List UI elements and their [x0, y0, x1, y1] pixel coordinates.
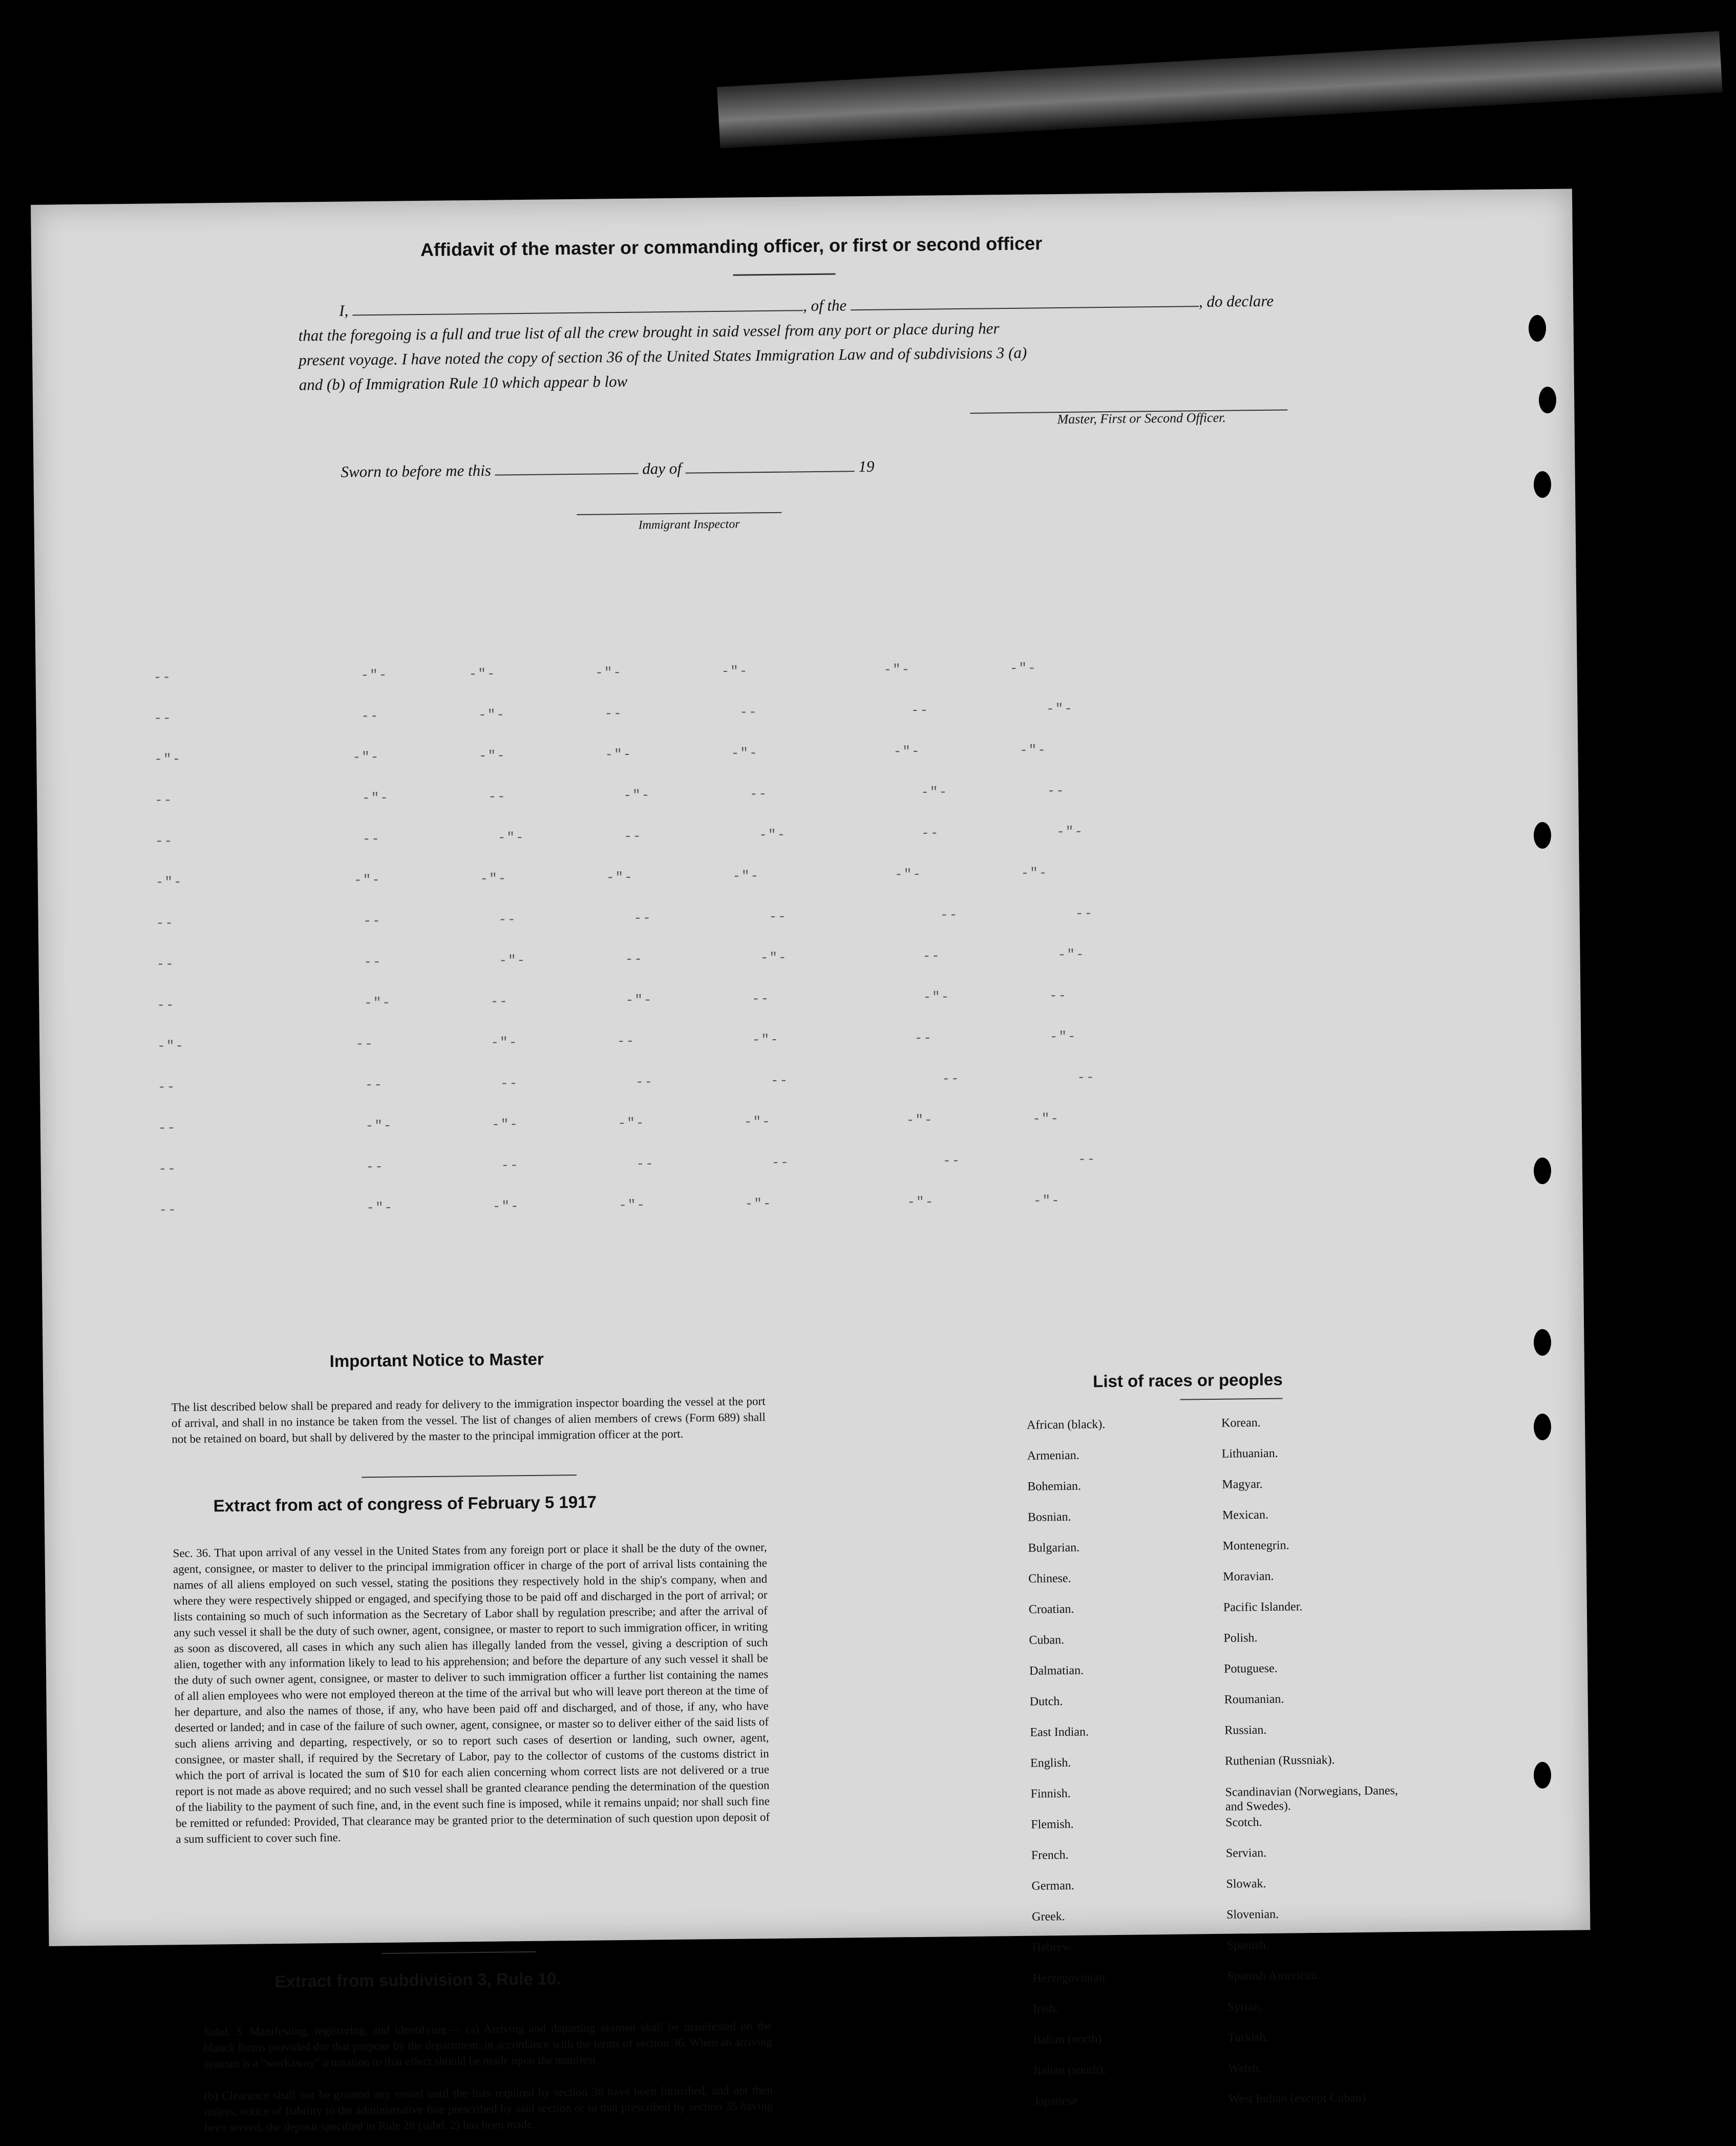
i-label: I, — [339, 301, 349, 320]
vessel-blank — [851, 306, 1199, 310]
affidavit-line2: that the foregoing is a full and true list of all the crew brought in said vessel from any port or place during her — [298, 319, 1000, 345]
binder-hole — [1534, 1414, 1551, 1440]
affidavit-title: Affidavit of the master or commanding officer, or first or second officer — [420, 233, 1043, 261]
affidavit-line4: and (b) of Immigration Rule 10 which appear b low — [299, 372, 628, 394]
master-label: Master, First or Second Officer. — [1057, 410, 1226, 427]
race-item: Roumanian. — [1224, 1692, 1284, 1707]
race-item: African (black). — [1026, 1418, 1106, 1432]
notice-title: Important Notice to Master — [329, 1349, 544, 1371]
month-blank — [686, 471, 855, 473]
day-blank — [495, 473, 639, 476]
race-item: Croatian. — [1028, 1602, 1074, 1616]
race-item: Finnish. — [1030, 1786, 1071, 1801]
race-item: Moravian. — [1223, 1569, 1274, 1584]
race-item: Flemish. — [1031, 1817, 1074, 1832]
race-item: French. — [1031, 1848, 1069, 1862]
name-blank — [352, 310, 803, 315]
race-item: Irish. — [1032, 2002, 1059, 2016]
affidavit-line1 — [339, 292, 1274, 320]
race-item: Ruthenian (Russniak). — [1224, 1753, 1335, 1768]
binder-hole — [1534, 822, 1551, 849]
races-title: List of races or peoples — [1092, 1370, 1283, 1391]
race-item: English. — [1030, 1756, 1071, 1770]
race-item: Bulgarian. — [1028, 1541, 1080, 1555]
manifest-sheet — [31, 188, 1590, 2134]
race-item: Spanish. — [1226, 1938, 1269, 1952]
act-extract-text: Sec. 36. That upon arrival of any vessel in the United States from any foreign port or place it shall be the duty of the owner, agent, consignee, or master to deliver to the principal immigration officer in charge of the port of arrival lists containing the names of all aliens employed on such vessel, stating the positions they respectively hold in the ship's company, when and where they were respectively shipped or engaged, and specifying those to be paid off and discharged in the port of arrival; or lists containing so much of such information as the Secretary of Labor shall by regulation prescribe; and after the arrival of any such vessel it shall be the duty of such owner, agent, consignee, or master to report to such immigration officer, in writing as soon as discovered, all cases in which any such alien has illegally landed from the vessel, giving a description of such alien, together with any information likely to lead to his apprehension; and before the departure of any such vessel it shall be the duty of such owner agent, consignee, or master to deliver to such immigration officer a further list containing the names of all alien employees who were not employed thereon at the time of the arrival but who will leave port thereon at the time of her departure, and also the names of those, if any, who have been paid off and discharged, and of those, if any, who have deserted or landed; and in case of the failure of such owner, agent, consignee, or master so to deliver either of the said lists of such aliens arriving and departing, respectively, or so to report such cases of desertion or landing, such owner, agent, consignee, or master shall, if required by the Secretary of Labor, pay to the collector of customs of the customs district in which the port of arrival is located the sum of $10 for each alien concerning whom correct lists are not delivered or a true report is not made as above required; and no such vessel shall be granted clearance pending the determination of the question of the liability to the payment of such fine, and, in the event such fine is imposed, while it remains unpaid; nor shall such fine be remitted or refunded: Provided, That clearance may be granted prior to the determination of such question upon deposit of a sum sufficient to cover such fine. — [173, 1541, 770, 1846]
of-the-label: , of the — [802, 296, 847, 315]
binder-hole — [1539, 387, 1556, 413]
sworn-line — [341, 457, 874, 481]
notice-rule — [362, 1475, 577, 1478]
race-item: Montenegrin. — [1222, 1539, 1289, 1553]
race-item: Japanese — [1033, 2094, 1078, 2108]
race-item: Syrian. — [1227, 2000, 1263, 2014]
race-item: Welsh. — [1228, 2061, 1262, 2075]
races-list — [1027, 1414, 1495, 2135]
race-item: Slovenian. — [1226, 1907, 1279, 1922]
race-item: Russian. — [1224, 1723, 1267, 1737]
race-item: Slowak. — [1226, 1877, 1266, 1891]
notice-text: The list described below shall be prepared and ready for delivery to the immigration inspector boarding the vessel at the port of arrival, and shall in no instance be taken from the vessel. The list of changes of alien members of crews (Form 689) shall not be retained on board, but shall by delivered by the master to the principal immigration officer at the port. — [171, 1395, 766, 1446]
race-item: Pacific Islander. — [1223, 1600, 1303, 1614]
race-item: Mexican. — [1222, 1508, 1269, 1522]
day-of-label: day of — [642, 459, 682, 478]
race-item: West Indian (except Cuban) — [1228, 2091, 1366, 2106]
binder-hole — [1534, 1762, 1551, 1789]
race-item: Hebrew. — [1032, 1940, 1074, 1954]
race-item: Polish. — [1223, 1631, 1258, 1645]
race-item: Cuban. — [1029, 1633, 1065, 1647]
race-item: Armenian. — [1027, 1448, 1079, 1463]
race-item: Korean. — [1221, 1416, 1261, 1430]
year-prefix: 19 — [858, 457, 875, 476]
race-item: Italian (north) — [1033, 2032, 1102, 2047]
race-item: Lithuanian. — [1221, 1446, 1278, 1461]
race-item: Greek. — [1031, 1910, 1065, 1924]
race-item: Herzegovinian. — [1032, 1971, 1108, 1985]
inspector-signature-line — [577, 512, 781, 515]
race-item: East Indian. — [1030, 1725, 1089, 1739]
race-item: Dutch. — [1029, 1695, 1063, 1709]
race-item: Chinese. — [1028, 1571, 1071, 1586]
race-item: Turkish. — [1227, 2030, 1269, 2045]
race-item: Scotch. — [1225, 1815, 1262, 1829]
rule-extract-title: Extract from subdivision 3, Rule 10. — [274, 1969, 561, 1991]
act-rule — [382, 1951, 536, 1954]
race-item: Dalmatian. — [1029, 1664, 1084, 1678]
race-item: Potuguese. — [1223, 1661, 1278, 1676]
ditto-columns: -- -"- -"- -"- -"- -"- -"- -- -- -"- -- -- -- -"- -"- -"- -"- -"- -"- -"- -"- -- -"- -- -"- -- -"- -- -- -- -"- -- -"- -- -"- -"- -"- -"- -"- -"- -"- -"- -- -- -- -- -- -- -- -- -- -"- -- -"- -- -"- -- -"- -- -"- -- -"- -- -"- -- -"- -- -"- -- -"- -- -- -- -- -- -- -- -- -"- -"- -"- -"- -"- -"- -- -- -- -- -- -- -- -- -"- -"- -"- -"- -"- -"- — [153, 660, 1096, 1218]
binder-hole — [1529, 315, 1546, 342]
affidavit-line3: present voyage. I have noted the copy of section 36 of the United States Immigration Law and of subdivisions 3 (a) — [299, 343, 1027, 369]
binder-hole — [1534, 1329, 1551, 1356]
title-rule — [733, 273, 835, 276]
page-edge-strip — [717, 31, 1723, 149]
race-item: Spanish American. — [1227, 1968, 1320, 1983]
race-item: Magyar. — [1222, 1477, 1263, 1491]
rule-extract-text-b: (b) Clearance shall not be granted any vessel until the lists required by section 36 have been furnished, and not then unless, notice of liability to the administrative fine prescribed by said section or to that prescribed by section 35 having been served, the deposit specified in Rule 28 (subd. 2) has been made. — [204, 2084, 773, 2134]
inspector-label: Immigrant Inspector — [638, 517, 740, 532]
do-declare-label: , do declare — [1198, 291, 1274, 311]
act-extract-title: Extract from act of congress of February 5 1917 — [213, 1492, 597, 1516]
race-item: Bohemian. — [1027, 1479, 1082, 1493]
races-rule — [1180, 1398, 1283, 1400]
race-item: Bosnian. — [1027, 1510, 1071, 1524]
binder-hole — [1534, 1158, 1551, 1184]
race-item: Servian. — [1225, 1846, 1267, 1860]
race-item: Scandinavian (Norwegians, Danes, and Swedes). — [1225, 1784, 1398, 1814]
rule-extract-text-a: Subd. 3. Manifesting, registering, and identifying.— (a) Arriving and departing seamen shall be manifested on the blanck forms provided dor that purpose by the department, in accordance with the terms of section 36. When an arriving seaman is a "workaway" a notation to that effect should be made upon the manifest. — [203, 2019, 772, 2070]
race-item: German. — [1031, 1879, 1074, 1893]
race-item: Italian (south). — [1033, 2063, 1106, 2077]
sworn-label: Sworn to before me this — [341, 461, 492, 481]
binder-hole — [1534, 471, 1551, 498]
